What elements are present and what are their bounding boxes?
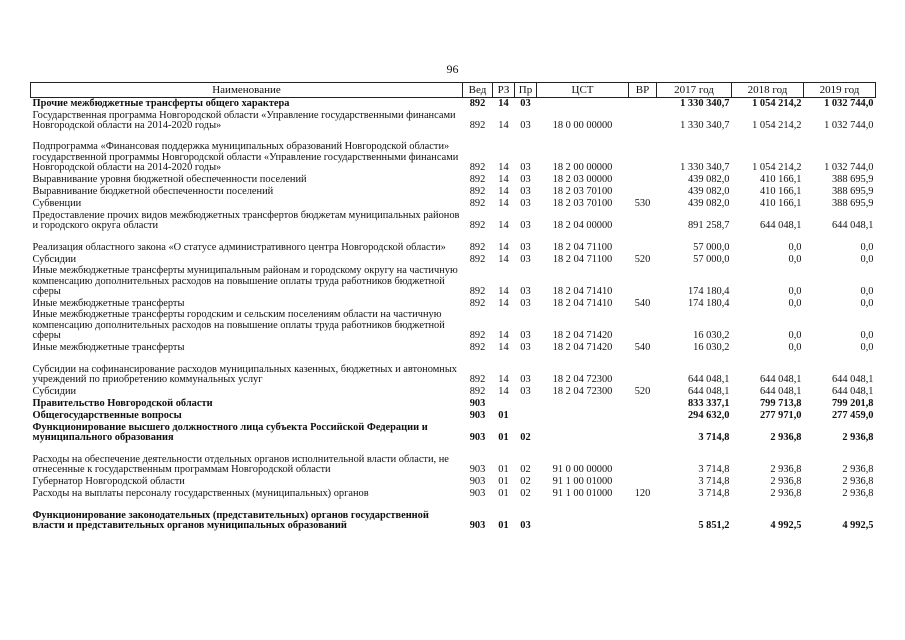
table-row bbox=[31, 186, 876, 198]
cell-cst bbox=[537, 500, 629, 532]
cell-pr: 03 bbox=[520, 386, 531, 398]
cell-rz: 14 bbox=[498, 198, 509, 210]
cell-pr bbox=[515, 410, 537, 422]
cell-y2017: 439 082,0 bbox=[687, 174, 730, 186]
cell-ved: 892 bbox=[469, 374, 486, 386]
header-2019: 2019 год bbox=[804, 83, 876, 98]
cell-cst: 18 2 04 71420 bbox=[552, 342, 613, 354]
cell-rz: 14 bbox=[498, 330, 509, 342]
cell-pr: 03 bbox=[520, 520, 531, 532]
cell-cst: 91 1 00 01000 bbox=[552, 488, 613, 500]
cell-ved: 892 bbox=[469, 330, 486, 342]
cell-vr bbox=[629, 500, 657, 532]
cell-name: Иные межбюджетные трансферты bbox=[32, 342, 185, 354]
cell-y2019: 1 032 744,0 bbox=[824, 162, 874, 174]
cell-ved: 903 bbox=[469, 464, 486, 476]
cell-y2017: 3 714,8 bbox=[698, 476, 730, 488]
cell-ved: 892 bbox=[469, 298, 486, 310]
cell-cst: 18 2 04 71410 bbox=[552, 298, 613, 310]
table-row bbox=[31, 232, 876, 254]
cell-cst: 18 2 03 70100 bbox=[552, 186, 613, 198]
cell-y2019: 0,0 bbox=[860, 342, 874, 354]
cell-name: Общегосударственные вопросы bbox=[32, 410, 182, 422]
cell-vr bbox=[629, 444, 657, 476]
cell-ved: 903 bbox=[469, 488, 486, 500]
cell-vr: 120 bbox=[634, 488, 651, 500]
cell-y2019: 1 032 744,0 bbox=[824, 120, 874, 132]
cell-name: Функционирование законодательных (представительных) органов государственной власти и представительных органов муниципальных образований bbox=[32, 509, 429, 532]
cell-cst bbox=[537, 410, 629, 422]
cell-name: Иные межбюджетные трансферты bbox=[32, 298, 185, 310]
cell-cst bbox=[537, 398, 629, 410]
cell-y2017: 57 000,0 bbox=[693, 254, 730, 266]
cell-name: Расходы на обеспечение деятельности отдельных органов исполнительной власти области, не отнесенные к государственным программам Новгородской области bbox=[32, 453, 449, 476]
cell-name: Предоставление прочих видов межбюджетных трансфертов бюджетам муниципальных районов и городского округа области bbox=[32, 209, 460, 232]
cell-y2017: 1 330 340,7 bbox=[680, 162, 730, 174]
cell-y2019: 644 048,1 bbox=[831, 220, 874, 232]
cell-ved: 892 bbox=[469, 198, 486, 210]
header-2017: 2017 год bbox=[657, 83, 732, 98]
cell-rz: 14 bbox=[498, 186, 509, 198]
cell-name: Субвенции bbox=[32, 198, 82, 210]
cell-vr: 520 bbox=[634, 386, 651, 398]
cell-pr: 03 bbox=[520, 254, 531, 266]
cell-ved: 903 bbox=[469, 432, 486, 444]
cell-ved: 892 bbox=[469, 386, 486, 398]
cell-pr: 02 bbox=[520, 476, 531, 488]
cell-name: Расходы на выплаты персоналу государственных (муниципальных) органов bbox=[32, 488, 369, 500]
cell-y2017: 57 000,0 bbox=[693, 242, 730, 254]
cell-pr: 03 bbox=[520, 330, 531, 342]
cell-y2019: 2 936,8 bbox=[842, 488, 874, 500]
cell-y2017: 3 714,8 bbox=[698, 464, 730, 476]
cell-rz: 14 bbox=[498, 98, 509, 110]
cell-y2018: 410 166,1 bbox=[759, 186, 802, 198]
cell-y2018: 2 936,8 bbox=[770, 488, 802, 500]
table-row bbox=[31, 298, 876, 310]
table-row bbox=[31, 174, 876, 186]
cell-name: Субсидии bbox=[32, 254, 77, 266]
cell-y2018: 0,0 bbox=[788, 242, 802, 254]
cell-pr: 03 bbox=[520, 242, 531, 254]
page-number: 96 bbox=[446, 62, 459, 76]
table-row bbox=[31, 422, 876, 444]
cell-vr: 530 bbox=[634, 198, 651, 210]
table-row bbox=[31, 266, 876, 298]
cell-y2017: 16 030,2 bbox=[693, 330, 730, 342]
cell-y2017: 3 714,8 bbox=[698, 432, 730, 444]
cell-y2018: 0,0 bbox=[788, 286, 802, 298]
cell-ved: 903 bbox=[469, 476, 486, 488]
cell-pr: 03 bbox=[520, 342, 531, 354]
cell-rz: 14 bbox=[498, 298, 509, 310]
cell-rz: 01 bbox=[498, 520, 509, 532]
cell-y2017: 174 180,4 bbox=[687, 286, 730, 298]
cell-y2017: 1 330 340,7 bbox=[680, 98, 730, 110]
cell-vr bbox=[629, 174, 657, 186]
cell-pr: 03 bbox=[520, 162, 531, 174]
cell-y2019: 0,0 bbox=[860, 286, 874, 298]
cell-name: Выравнивание бюджетной обеспеченности поселений bbox=[32, 186, 274, 198]
cell-pr: 03 bbox=[520, 220, 531, 232]
cell-y2018: 410 166,1 bbox=[759, 174, 802, 186]
cell-rz: 14 bbox=[498, 374, 509, 386]
cell-rz: 01 bbox=[498, 410, 509, 422]
cell-vr bbox=[629, 422, 657, 444]
cell-cst: 18 2 04 71100 bbox=[552, 242, 613, 254]
cell-ved: 903 bbox=[469, 410, 486, 422]
cell-y2018: 4 992,5 bbox=[770, 520, 802, 532]
cell-y2018: 1 054 214,2 bbox=[752, 120, 802, 132]
cell-pr: 03 bbox=[520, 120, 531, 132]
cell-y2018: 0,0 bbox=[788, 254, 802, 266]
cell-cst: 18 2 03 00000 bbox=[552, 174, 613, 186]
cell-name: Губернатор Новгородской области bbox=[32, 476, 185, 488]
cell-y2017: 16 030,2 bbox=[693, 342, 730, 354]
cell-name: Подпрограмма «Финансовая поддержка муниципальных образований Новгородской области» государственной программы Новгородской области «Управление государственными финансами Новгородской области на 2014-2020 годы» bbox=[32, 141, 459, 174]
cell-cst: 18 2 04 72300 bbox=[552, 374, 613, 386]
cell-y2019: 0,0 bbox=[860, 254, 874, 266]
table-body bbox=[31, 98, 876, 533]
cell-pr: 03 bbox=[520, 198, 531, 210]
header-rz: РЗ bbox=[493, 83, 515, 98]
cell-y2019: 277 459,0 bbox=[831, 410, 874, 422]
cell-rz: 01 bbox=[498, 464, 509, 476]
cell-y2018: 2 936,8 bbox=[770, 432, 802, 444]
header-cst: ЦСТ bbox=[537, 83, 629, 98]
cell-y2018: 644 048,1 bbox=[759, 386, 802, 398]
header-pr: Пр bbox=[515, 83, 537, 98]
cell-pr bbox=[515, 398, 537, 410]
cell-cst: 91 1 00 01000 bbox=[552, 476, 613, 488]
table-row bbox=[31, 410, 876, 422]
cell-y2017: 3 714,8 bbox=[698, 488, 730, 500]
cell-y2018: 2 936,8 bbox=[770, 476, 802, 488]
cell-y2018: 799 713,8 bbox=[759, 398, 802, 410]
cell-name: Функционирование высшего должностного лица субъекта Российской Федерации и муниципального образования bbox=[32, 421, 428, 444]
cell-vr bbox=[629, 476, 657, 488]
cell-cst: 18 2 04 71420 bbox=[552, 330, 613, 342]
cell-ved: 892 bbox=[469, 242, 486, 254]
cell-pr: 03 bbox=[520, 374, 531, 386]
cell-rz: 01 bbox=[498, 432, 509, 444]
cell-pr: 02 bbox=[520, 432, 531, 444]
cell-y2019: 4 992,5 bbox=[842, 520, 874, 532]
cell-y2017: 439 082,0 bbox=[687, 198, 730, 210]
cell-rz: 14 bbox=[498, 286, 509, 298]
header-vr: ВР bbox=[629, 83, 657, 98]
cell-rz bbox=[493, 398, 515, 410]
cell-y2017: 5 851,2 bbox=[698, 520, 730, 532]
table-row bbox=[31, 198, 876, 210]
cell-pr: 03 bbox=[520, 186, 531, 198]
cell-y2018: 1 054 214,2 bbox=[752, 98, 802, 110]
cell-y2017: 891 258,7 bbox=[687, 220, 730, 232]
cell-cst: 18 2 04 71410 bbox=[552, 286, 613, 298]
table-row bbox=[31, 398, 876, 410]
cell-cst: 91 0 00 00000 bbox=[552, 464, 613, 476]
cell-pr: 03 bbox=[520, 98, 531, 110]
cell-name: Субсидии на софинансирование расходов муниципальных казенных, бюджетных и автономных учреждений по приобретению коммунальных услуг bbox=[32, 363, 458, 386]
budget-table bbox=[30, 82, 876, 532]
table-row bbox=[31, 310, 876, 342]
cell-rz: 01 bbox=[498, 488, 509, 500]
cell-y2017: 833 337,1 bbox=[687, 398, 730, 410]
table-row bbox=[31, 444, 876, 476]
cell-vr bbox=[629, 398, 657, 410]
header-ved: Вед bbox=[463, 83, 493, 98]
cell-rz: 14 bbox=[498, 220, 509, 232]
cell-rz: 14 bbox=[498, 174, 509, 186]
table-row bbox=[31, 386, 876, 398]
cell-cst bbox=[537, 422, 629, 444]
cell-cst: 18 2 00 00000 bbox=[552, 162, 613, 174]
cell-y2018: 0,0 bbox=[788, 330, 802, 342]
cell-y2018: 644 048,1 bbox=[759, 374, 802, 386]
cell-name: Государственная программа Новгородской области «Управление государственными финансами Новгородской области на 2014-2020 годы» bbox=[32, 109, 456, 132]
cell-y2017: 644 048,1 bbox=[687, 386, 730, 398]
cell-y2017: 644 048,1 bbox=[687, 374, 730, 386]
table-row bbox=[31, 110, 876, 132]
cell-vr bbox=[629, 210, 657, 232]
cell-vr bbox=[629, 98, 657, 111]
cell-rz: 14 bbox=[498, 342, 509, 354]
cell-ved: 903 bbox=[469, 520, 486, 532]
table-row bbox=[31, 500, 876, 532]
cell-cst bbox=[537, 98, 629, 111]
table-row bbox=[31, 254, 876, 266]
cell-vr bbox=[629, 354, 657, 386]
table-row bbox=[31, 342, 876, 354]
cell-ved: 892 bbox=[469, 286, 486, 298]
cell-ved: 903 bbox=[469, 398, 486, 410]
cell-y2019: 2 936,8 bbox=[842, 432, 874, 444]
table-row bbox=[31, 210, 876, 232]
cell-cst: 18 0 00 00000 bbox=[552, 120, 613, 132]
cell-y2018: 0,0 bbox=[788, 298, 802, 310]
cell-ved: 892 bbox=[469, 98, 486, 110]
cell-ved: 892 bbox=[469, 342, 486, 354]
cell-y2019: 0,0 bbox=[860, 298, 874, 310]
table-row bbox=[31, 354, 876, 386]
cell-y2018: 277 971,0 bbox=[759, 410, 802, 422]
cell-y2018: 410 166,1 bbox=[759, 198, 802, 210]
cell-y2019: 0,0 bbox=[860, 242, 874, 254]
cell-rz: 14 bbox=[498, 254, 509, 266]
cell-pr: 03 bbox=[520, 286, 531, 298]
cell-ved: 892 bbox=[469, 254, 486, 266]
header-name: Наименование bbox=[31, 83, 463, 98]
cell-y2018: 644 048,1 bbox=[759, 220, 802, 232]
cell-y2019: 644 048,1 bbox=[831, 386, 874, 398]
cell-name: Иные межбюджетные трансферты городским и сельским поселениям области на частичную компенсацию дополнительных расходов на повышение оплаты труда работников бюджетной сферы bbox=[32, 309, 445, 342]
cell-y2018: 0,0 bbox=[788, 342, 802, 354]
cell-vr: 540 bbox=[634, 342, 651, 354]
cell-y2017: 294 632,0 bbox=[687, 410, 730, 422]
cell-rz: 01 bbox=[498, 476, 509, 488]
cell-vr bbox=[629, 232, 657, 254]
cell-cst: 18 2 03 70100 bbox=[552, 198, 613, 210]
cell-ved: 892 bbox=[469, 220, 486, 232]
cell-rz: 14 bbox=[498, 120, 509, 132]
table-row bbox=[31, 476, 876, 488]
cell-y2019: 1 032 744,0 bbox=[824, 98, 874, 110]
table-row bbox=[31, 98, 876, 111]
cell-vr bbox=[629, 186, 657, 198]
cell-vr: 520 bbox=[634, 254, 651, 266]
cell-ved: 892 bbox=[469, 120, 486, 132]
cell-y2017: 439 082,0 bbox=[687, 186, 730, 198]
cell-pr: 03 bbox=[520, 174, 531, 186]
cell-ved: 892 bbox=[469, 186, 486, 198]
cell-y2019: 388 695,9 bbox=[831, 174, 874, 186]
cell-vr bbox=[629, 110, 657, 132]
cell-name: Субсидии bbox=[32, 386, 77, 398]
table-header-row bbox=[31, 83, 876, 98]
cell-vr bbox=[629, 310, 657, 342]
table-row bbox=[31, 488, 876, 500]
cell-cst: 18 2 04 72300 bbox=[552, 386, 613, 398]
cell-y2019: 644 048,1 bbox=[831, 374, 874, 386]
cell-cst: 18 2 04 71100 bbox=[552, 254, 613, 266]
cell-vr bbox=[629, 132, 657, 174]
cell-pr: 03 bbox=[520, 298, 531, 310]
cell-y2019: 388 695,9 bbox=[831, 186, 874, 198]
cell-name: Правительство Новгородской области bbox=[32, 398, 213, 410]
cell-vr: 540 bbox=[634, 298, 651, 310]
cell-y2019: 799 201,8 bbox=[831, 398, 874, 410]
cell-y2019: 2 936,8 bbox=[842, 476, 874, 488]
table-row bbox=[31, 132, 876, 174]
cell-rz: 14 bbox=[498, 386, 509, 398]
cell-name: Прочие межбюджетные трансферты общего характера bbox=[32, 98, 290, 110]
cell-ved: 892 bbox=[469, 174, 486, 186]
cell-pr: 02 bbox=[520, 464, 531, 476]
cell-y2017: 174 180,4 bbox=[687, 298, 730, 310]
cell-y2019: 0,0 bbox=[860, 330, 874, 342]
cell-rz: 14 bbox=[498, 162, 509, 174]
header-2018: 2018 год bbox=[732, 83, 804, 98]
cell-vr bbox=[629, 266, 657, 298]
cell-ved: 892 bbox=[469, 162, 486, 174]
cell-rz: 14 bbox=[498, 242, 509, 254]
cell-pr: 02 bbox=[520, 488, 531, 500]
cell-y2018: 1 054 214,2 bbox=[752, 162, 802, 174]
cell-y2019: 2 936,8 bbox=[842, 464, 874, 476]
cell-name: Выравнивание уровня бюджетной обеспеченности поселений bbox=[32, 174, 307, 186]
cell-y2017: 1 330 340,7 bbox=[680, 120, 730, 132]
cell-vr bbox=[629, 410, 657, 422]
cell-y2019: 388 695,9 bbox=[831, 198, 874, 210]
cell-y2018: 2 936,8 bbox=[770, 464, 802, 476]
cell-cst: 18 2 04 00000 bbox=[552, 220, 613, 232]
cell-name: Иные межбюджетные трансферты муниципальным районам и городскому округу на частичную компенсацию дополнительных расходов на повышение оплаты труда работников бюджетной сферы bbox=[32, 265, 458, 298]
cell-name: Реализация областного закона «О статусе административного центра Новгородской области» bbox=[32, 242, 446, 254]
